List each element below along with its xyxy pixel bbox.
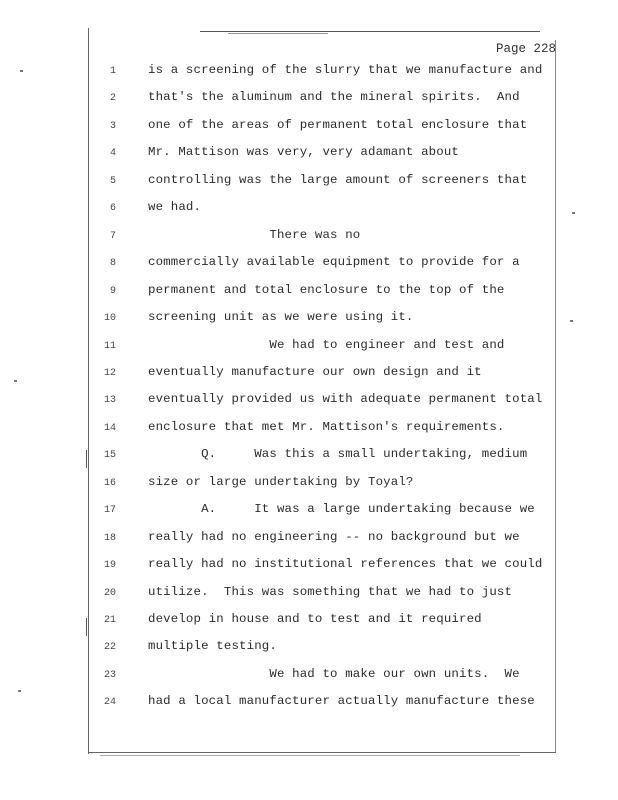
transcript-line [0, 391, 618, 418]
transcript-line [0, 364, 618, 391]
line-text: commercially available equipment to provide for a [148, 255, 520, 270]
line-number: 12 [103, 367, 116, 379]
line-number: 14 [103, 422, 116, 434]
line-number: 5 [109, 175, 116, 187]
transcript-line [0, 419, 618, 446]
line-number: 1 [109, 66, 116, 77]
line-text: one of the areas of permanent total enclosure that [148, 117, 528, 132]
transcript-line [0, 556, 618, 583]
line-text: screening unit as we were using it. [148, 310, 414, 325]
transcript-line [0, 474, 618, 501]
line-number: 20 [103, 587, 116, 599]
line-text: size or large undertaking by Toyal? [148, 474, 414, 489]
line-number: 10 [103, 313, 116, 325]
line-number: 15 [103, 450, 116, 462]
line-number: 18 [103, 532, 116, 544]
line-text: A. It was a large undertaking because we [148, 502, 535, 517]
transcript-line [0, 62, 618, 89]
page-number: Page 228 [496, 42, 557, 56]
bottom-rule-secondary [100, 755, 520, 756]
line-number: 2 [109, 93, 116, 105]
line-number: 16 [103, 477, 116, 489]
top-rule-secondary [228, 33, 328, 34]
transcript-line [0, 337, 618, 364]
line-text: controlling was the large amount of screeners that [148, 172, 528, 187]
line-number: 23 [103, 669, 116, 681]
transcript-line [0, 117, 618, 144]
line-text: eventually manufacture our own design and it [148, 364, 482, 379]
transcript-line [0, 611, 618, 638]
transcript-line [0, 227, 618, 254]
line-text: We had to make our own units. We [148, 666, 520, 681]
transcript-line [0, 638, 618, 665]
line-number: 19 [103, 560, 116, 572]
transcript-line [0, 144, 618, 171]
line-number: 8 [109, 258, 116, 270]
line-text: There was no [148, 227, 361, 242]
transcript-line [0, 89, 618, 116]
line-number: 17 [103, 505, 116, 517]
line-text: enclosure that met Mr. Mattison's requirements. [148, 419, 505, 434]
transcript-line [0, 309, 618, 336]
line-number: 6 [109, 203, 116, 215]
transcript-line [0, 254, 618, 281]
line-number: 9 [109, 285, 116, 297]
transcript-line [0, 446, 618, 473]
transcript-line [0, 529, 618, 556]
line-number: 11 [103, 340, 116, 352]
line-text: really had no engineering -- no background but we [148, 529, 520, 544]
transcript-line [0, 172, 618, 199]
line-text: utilize. This was something that we had to just [148, 584, 513, 599]
transcript-line [0, 584, 618, 611]
transcript-line [0, 501, 618, 528]
transcript-line [0, 282, 618, 309]
line-text: is a screening of the slurry that we manufacture and [148, 63, 543, 77]
line-text: Q. Was this a small undertaking, medium [148, 447, 528, 462]
top-rule [200, 31, 540, 32]
line-number: 4 [109, 148, 116, 160]
line-number: 21 [103, 615, 116, 626]
line-text: we had. [148, 200, 202, 215]
line-text: permanent and total enclosure to the top of the [148, 282, 505, 297]
line-text: had a local manufacturer actually manufacture these [148, 694, 535, 709]
line-number: 24 [103, 697, 116, 709]
line-text: that's the aluminum and the mineral spirits. And [148, 90, 520, 105]
transcript-line [0, 199, 618, 226]
line-text: really had no institutional references that we could [148, 557, 543, 572]
transcript-line [0, 693, 618, 720]
line-text: We had to engineer and test and [148, 337, 505, 352]
transcript-line [0, 666, 618, 693]
line-number: 7 [109, 230, 116, 242]
bottom-rule [88, 752, 556, 753]
line-number: 3 [109, 120, 116, 132]
line-text: develop in house and to test and it required [148, 612, 482, 626]
line-text: eventually provided us with adequate permanent total [148, 392, 543, 407]
line-number: 22 [103, 642, 116, 654]
line-text: multiple testing. [148, 639, 277, 654]
line-number: 13 [103, 395, 116, 407]
line-text: Mr. Mattison was very, very adamant about [148, 145, 460, 160]
